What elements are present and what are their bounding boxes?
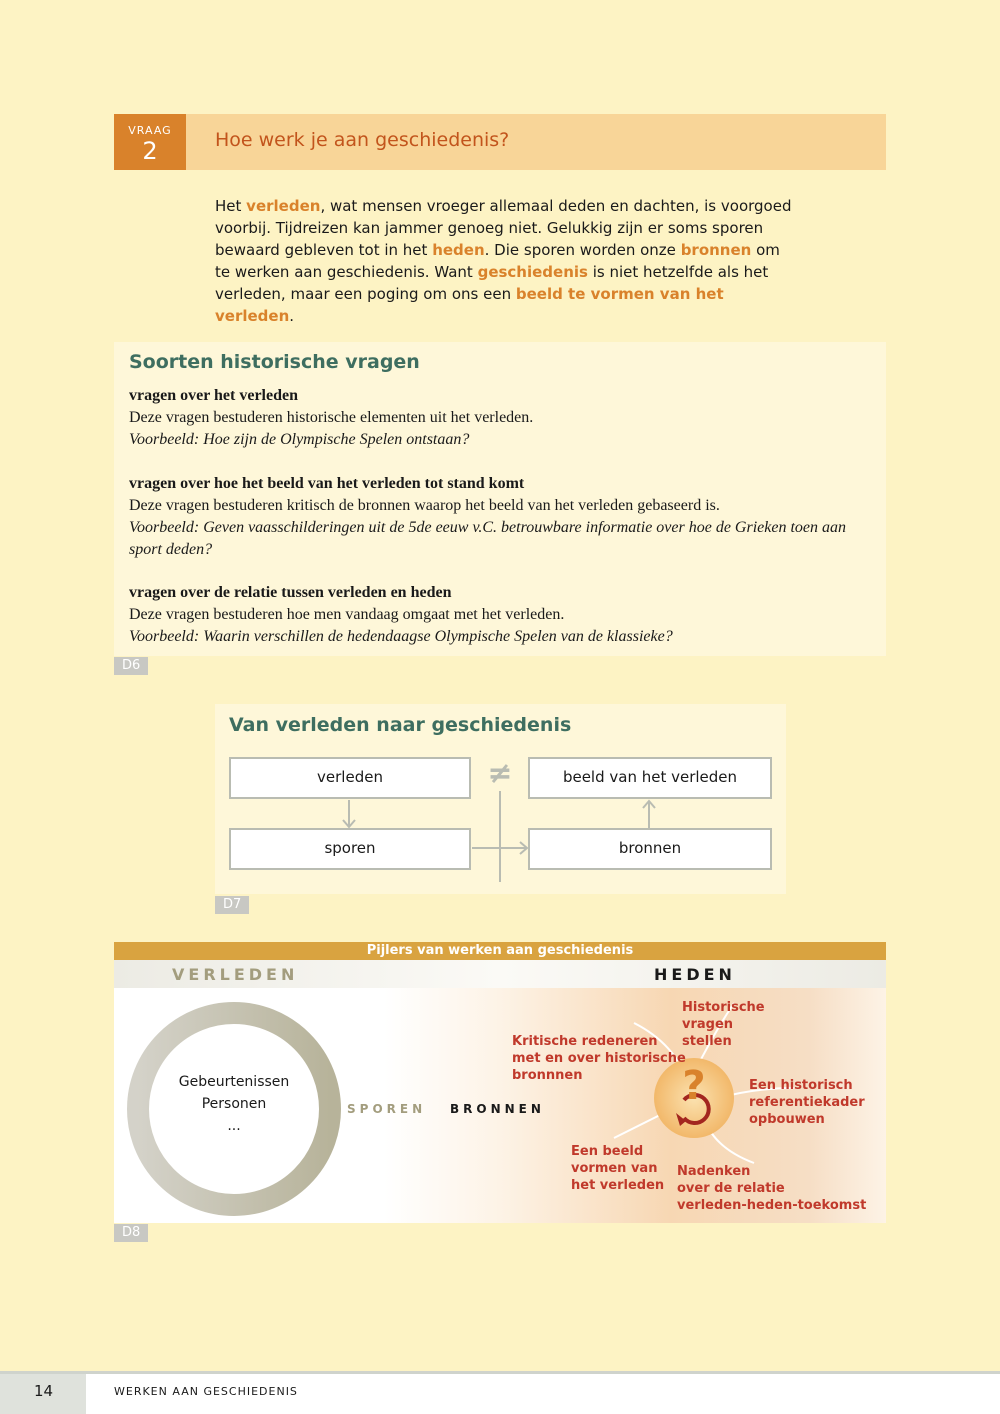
intro-highlight: bronnen (680, 241, 752, 259)
intro-text: . (289, 307, 295, 325)
section-example: Voorbeeld: Hoe zijn de Olympische Spelen ontstaan? (129, 431, 470, 448)
intro-highlight: heden (432, 241, 485, 259)
intro-text: is niet hetzelfde als het verleden, maar een poging om ons een (215, 263, 769, 303)
pillar-line-text: vormen van (571, 1161, 658, 1176)
question-label: VRAAG (128, 124, 172, 137)
not-equal-sign: ≠ (485, 757, 515, 791)
footer-title: WERKEN AAN GESCHIEDENIS (114, 1385, 298, 1398)
pillar-image (571, 1143, 664, 1194)
box-beeld: beeld van het verleden (528, 757, 772, 799)
d8-tag: D8 (114, 1224, 148, 1242)
box-sporen: sporen (229, 828, 471, 870)
pillar-line-text: Historische (682, 1000, 765, 1015)
label-verleden: VERLEDEN (172, 965, 299, 984)
section-text: Deze vragen bestuderen kritisch de bronnen waarop het beeld van het verleden gebaseerd is. (129, 497, 720, 514)
question-mark-icon: ? (682, 1063, 706, 1109)
d6-tag: D6 (114, 657, 148, 675)
intro-text: om te werken aan geschiedenis. Want (215, 241, 780, 281)
section-text: Deze vragen bestuderen historische elementen uit het verleden. (129, 409, 534, 426)
pillar-line-text: stellen (682, 1034, 732, 1049)
circle-line: Gebeurtenissen (178, 1074, 290, 1090)
pillar-line-text: Een beeld (571, 1144, 644, 1159)
d6-section (129, 582, 879, 648)
pillar-relation (677, 1163, 866, 1214)
box-verleden: verleden (229, 757, 471, 799)
d7-tag: D7 (215, 896, 249, 914)
box-bronnen: bronnen (528, 828, 772, 870)
question-badge (114, 114, 186, 170)
footer-divider (0, 1371, 1000, 1374)
circle-content (154, 1071, 314, 1137)
intro-text: . Die sporen worden onze (484, 241, 681, 259)
label-bronnen: BRONNEN (450, 1102, 545, 1116)
intro-paragraph (215, 195, 795, 327)
page-number: 14 (34, 1382, 54, 1400)
pillar-line-text: Een historisch (749, 1078, 853, 1093)
intro-highlight: verleden (246, 197, 321, 215)
d6-title: Soorten historische vragen (129, 351, 420, 373)
pillar-framework (749, 1077, 865, 1128)
pillar-line-text: Kritische redeneren (512, 1034, 658, 1049)
section-text: Deze vragen bestuderen hoe men vandaag omgaat met het verleden. (129, 606, 565, 623)
pillar-line-text: verleden-heden-toekomst (677, 1198, 867, 1213)
intro-text: Het (215, 197, 247, 215)
pillar-line-text: bronnnen (512, 1068, 583, 1083)
d8-header: Pijlers van werken aan geschiedenis (114, 942, 886, 960)
d6-section (129, 385, 879, 451)
pillar-line-text: vragen (682, 1017, 734, 1032)
pillar-line-text: Nadenken (677, 1164, 751, 1179)
pillar-questions (682, 999, 765, 1050)
section-heading: vragen over het verleden (129, 387, 298, 404)
pillar-line-text: over de relatie (677, 1181, 785, 1196)
pillar-critical (512, 1033, 686, 1084)
section-heading: vragen over de relatie tussen verleden en heden (129, 584, 452, 601)
question-title: Hoe werk je aan geschiedenis? (215, 129, 510, 151)
section-example: Voorbeeld: Waarin verschillen de hedendaagse Olympische Spelen van de klassieke? (129, 628, 673, 645)
pillar-line-text: met en over historische (512, 1051, 686, 1066)
section-example: Voorbeeld: Geven vaasschilderingen uit de 5de eeuw v.C. betrouwbare informatie over hoe de Grieken toen aan sport deden? (129, 519, 846, 558)
circle-line: Personen (201, 1096, 267, 1112)
question-number: 2 (142, 137, 158, 165)
d6-section (129, 473, 879, 561)
label-sporen: SPOREN (347, 1102, 427, 1116)
pillar-line-text: opbouwen (749, 1112, 825, 1127)
pillar-line-text: het verleden (571, 1178, 665, 1193)
circle-line: ... (227, 1118, 241, 1134)
label-heden: HEDEN (654, 965, 736, 984)
intro-highlight: geschiedenis (477, 263, 588, 281)
pillar-line-text: referentiekader (749, 1095, 865, 1110)
intro-text: , wat mensen vroeger allemaal deden en dachten, is voorgoed voorbij. Tijdreizen kan jammer genoeg niet. Gelukkig zijn er soms sporen bewaard gebleven tot in het (215, 197, 792, 259)
d7-title: Van verleden naar geschiedenis (229, 714, 572, 736)
intro-highlight: beeld te vormen van het verleden (215, 285, 724, 325)
section-heading: vragen over hoe het beeld van het verleden tot stand komt (129, 475, 525, 492)
